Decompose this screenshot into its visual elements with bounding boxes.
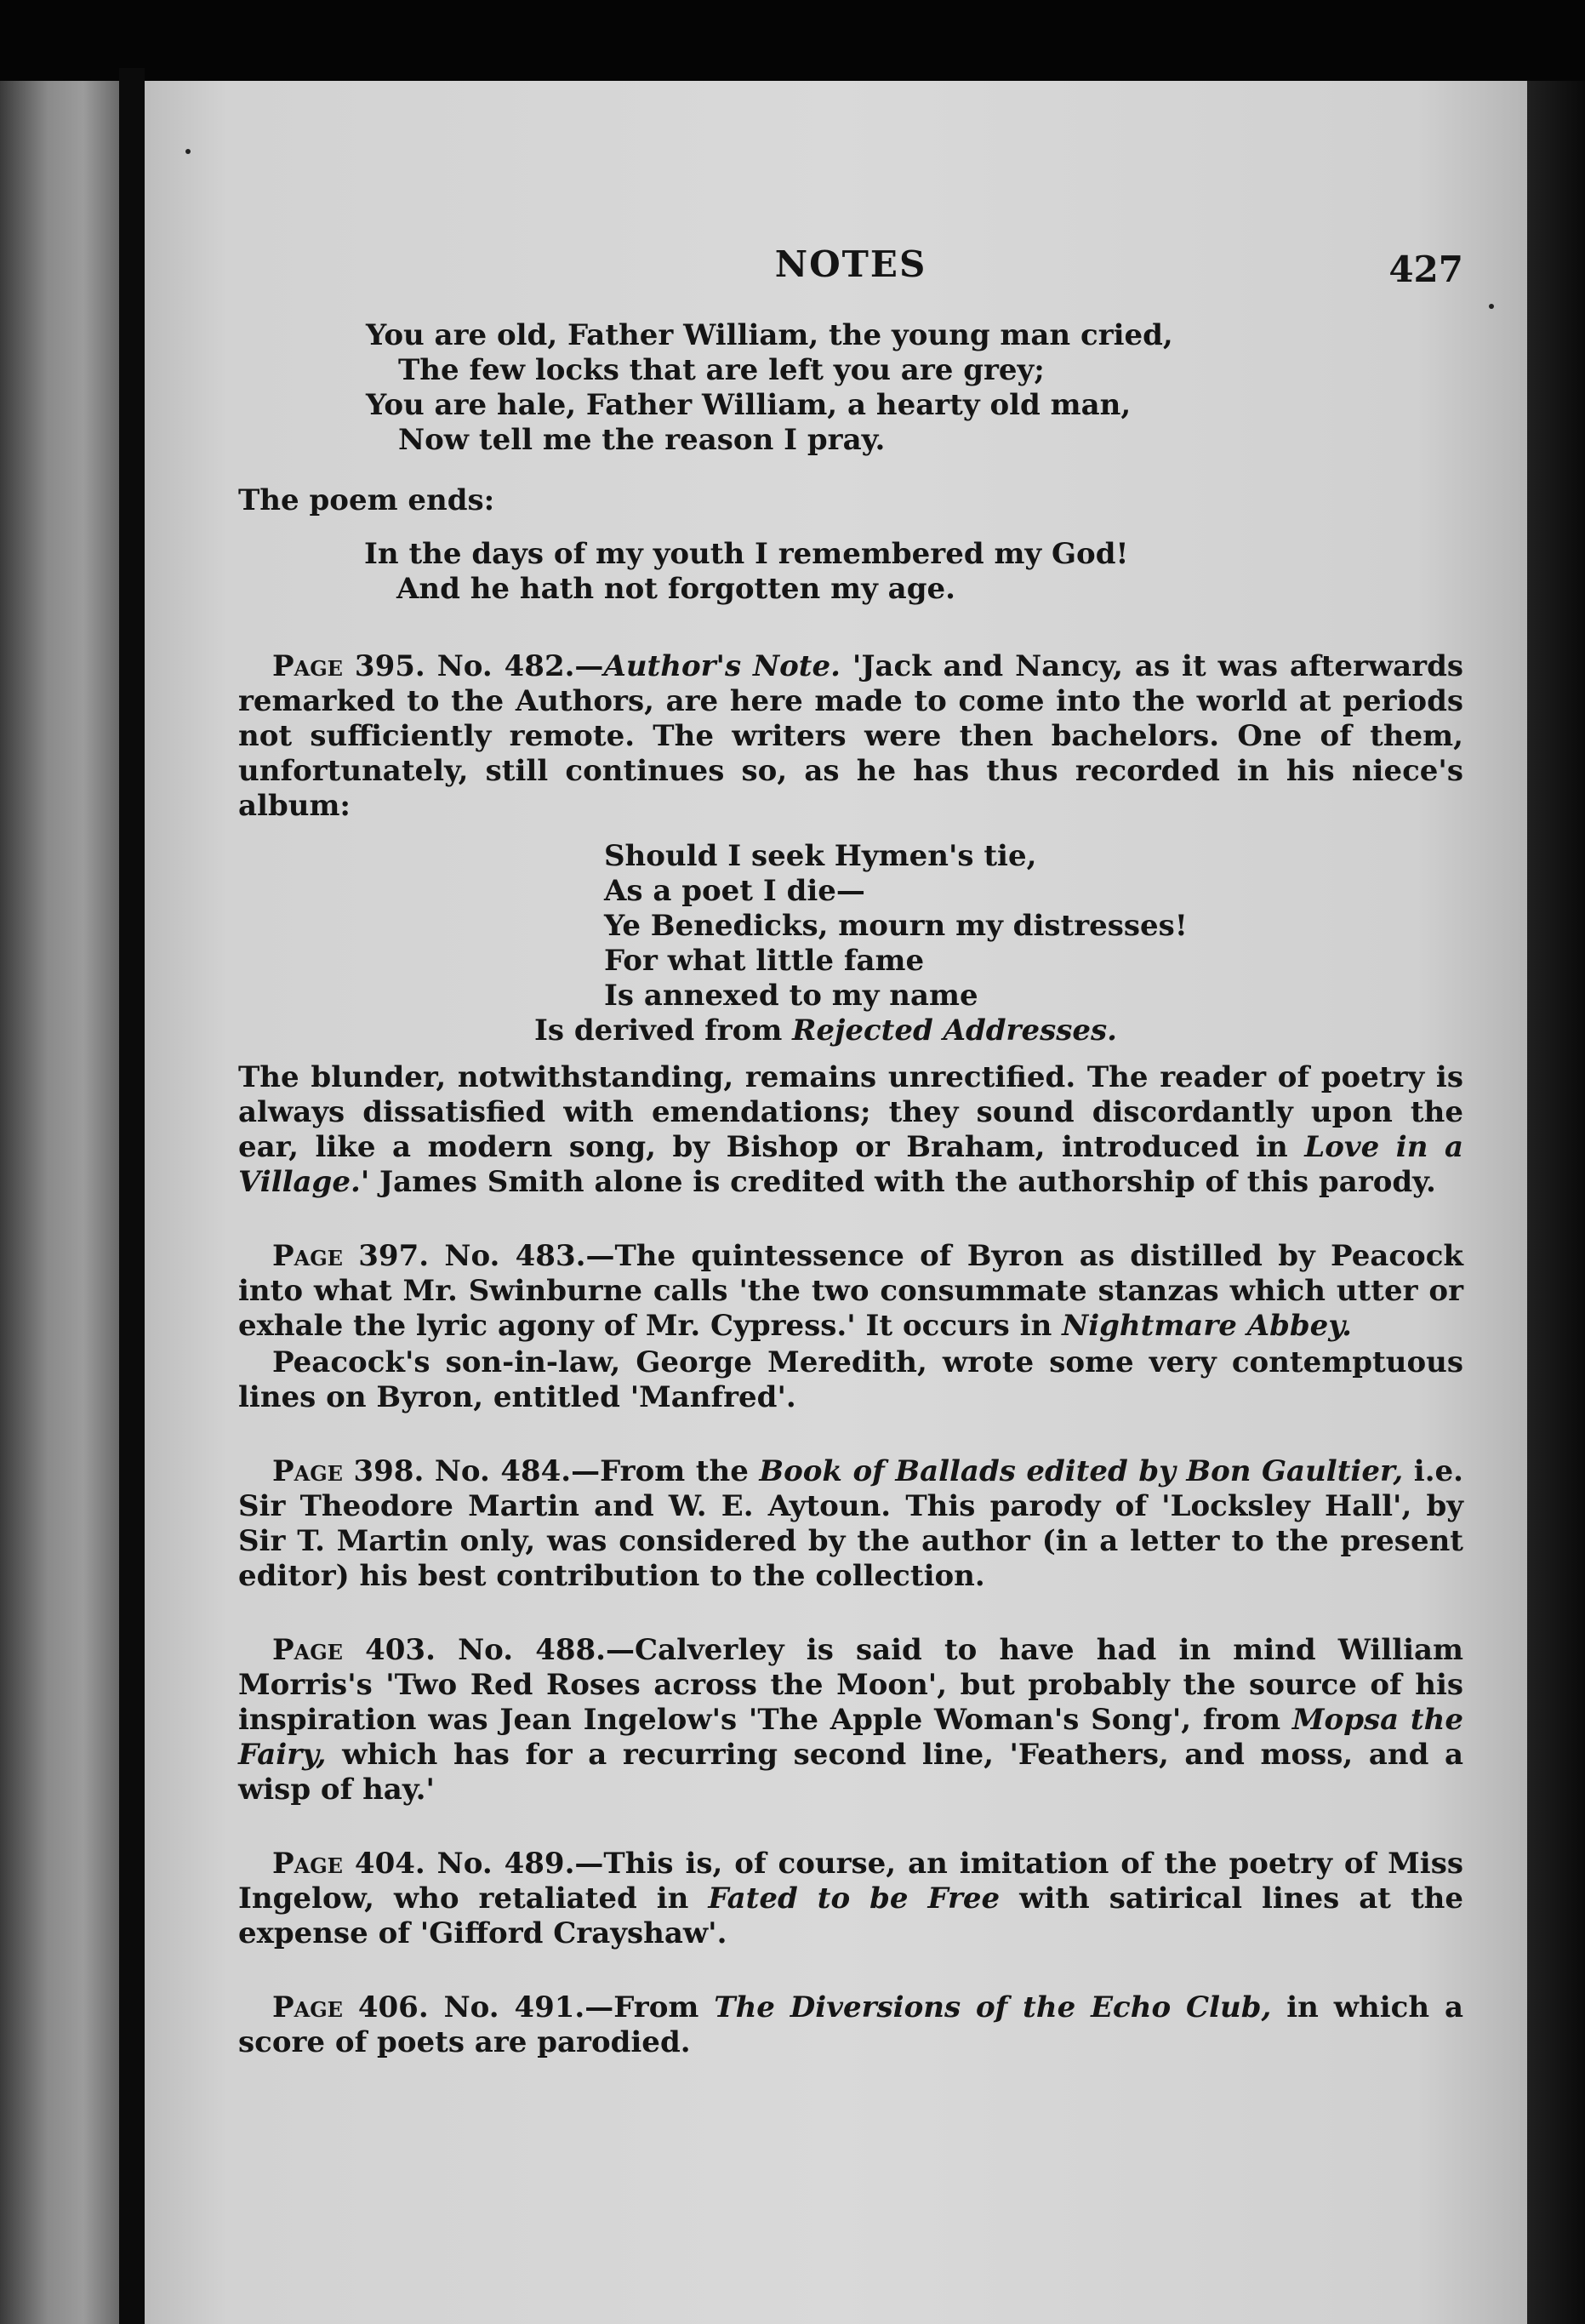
- verse-line: Is annexed to my name: [604, 979, 978, 1013]
- verse-father-william: [366, 318, 1463, 458]
- verse-line: You are hale, Father William, a hearty old man,: [366, 388, 1132, 422]
- note-text: which has for a recurring second line, 'Feathers, and moss, and a wisp of hay.': [238, 1738, 1463, 1807]
- note-paragraph: Peacock's son-in-law, George Meredith, wrote some very contemptuous lines on Byron, entitled 'Manfred'.: [238, 1345, 1463, 1414]
- verse-line: In the days of my youth I remembered my God!: [364, 537, 1129, 571]
- verse-album: [534, 839, 1463, 1048]
- note-paragraph: [238, 1239, 1463, 1344]
- note-text: No. 488.—Calverley is said to have had in mind William Morris's 'Two Red Roses across the Moon', but probably the source of his inspiration was Jean Ingelow's 'The Apple Woman's Song', from: [238, 1633, 1464, 1737]
- verse-line: As a poet I die—: [604, 874, 865, 908]
- note-page-ref: Page 397.: [272, 1239, 430, 1273]
- note-text: The blunder, notwithstanding, remains unrectified. The reader of poetry is always dissatisfied with emendations; they sound discordantly upon the ear, like a modern song, by Bishop or Braham, introduced in: [238, 1060, 1463, 1164]
- verse-line: Should I seek Hymen's tie,: [604, 839, 1037, 873]
- verse-line: For what little fame: [604, 944, 925, 978]
- poem-ends-intro: The poem ends:: [238, 483, 495, 517]
- verse-poem-ending: [364, 537, 1463, 607]
- note-continuation: [238, 1060, 1463, 1200]
- note-italic: Love in a Village.: [238, 1130, 1463, 1199]
- note-page-397: [238, 1239, 1463, 1415]
- note-text: in which a score of poets are parodied.: [238, 1990, 1463, 2059]
- verse-line: Ye Benedicks, mourn my distresses!: [604, 909, 1188, 943]
- note-text: i.e. Sir Theodore Martin and W. E. Aytoun. This parody of 'Locksley Hall', by Sir T. Martin only, was considered by the author (in a letter to the present editor) his best contribution to the collection.: [238, 1454, 1464, 1593]
- note-italic: Author's Note.: [603, 649, 841, 683]
- note-page-ref: Page 406.: [272, 1990, 429, 2024]
- note-text: No. 489.—This is, of course, an imitation of the poetry of Miss Ingelow, who retaliated in: [238, 1847, 1464, 1916]
- scan-border: [1527, 81, 1585, 2324]
- note-page-ref: Page 395.: [272, 649, 425, 683]
- running-title: NOTES: [774, 243, 927, 285]
- note-italic: Fated to be Free: [708, 1881, 1001, 1916]
- note-italic: The Diversions of the Echo Club,: [714, 1990, 1272, 2024]
- note-page-395: [238, 649, 1463, 1200]
- note-text: No. 483.—The quintessence of Byron as distilled by Peacock into what Mr. Swinburne calls 'the two consummate stanzas which utter or exhale the lyric agony of Mr. Cypress.' It occurs in: [238, 1239, 1463, 1343]
- book-gutter: [119, 68, 145, 2324]
- adjacent-page-edge: [0, 81, 119, 2324]
- page-number: 427: [1388, 248, 1463, 290]
- note-page-ref: Page 398.: [272, 1454, 425, 1488]
- note-page-398: [238, 1454, 1463, 1594]
- page-content: [238, 243, 1464, 2060]
- note-page-406: [238, 1990, 1463, 2060]
- note-italic: Nightmare Abbey.: [1062, 1309, 1352, 1343]
- verse-text: Is derived from: [534, 1014, 793, 1048]
- note-page-ref: Page 404.: [272, 1847, 425, 1881]
- verse-line: Now tell me the reason I pray.: [398, 423, 886, 457]
- book-page: [145, 81, 1527, 2324]
- verse-line: [534, 1014, 1463, 1048]
- verse-line: And he hath not forgotten my age.: [396, 572, 955, 606]
- note-text: No. 491.—From: [428, 1990, 715, 2024]
- verse-italic: Rejected Addresses.: [792, 1014, 1117, 1048]
- note-italic: Mopsa the Fairy,: [238, 1703, 1463, 1772]
- note-text: No. 484.—From the: [424, 1454, 760, 1488]
- note-number: No. 482.—: [436, 649, 604, 683]
- note-paragraph: [238, 649, 1463, 824]
- note-page-404: [238, 1847, 1463, 1951]
- note-italic: Book of Ballads edited by Bon Gaultier,: [759, 1454, 1404, 1488]
- note-page-403: [238, 1633, 1463, 1807]
- page-header: [238, 243, 1463, 318]
- verse-line: You are old, Father William, the young man cried,: [366, 318, 1173, 352]
- note-text: with satirical lines at the expense of 'Gifford Crayshaw'.: [238, 1881, 1464, 1950]
- verse-line: The few locks that are left you are grey;: [398, 353, 1045, 387]
- note-page-ref: Page 403.: [272, 1633, 436, 1667]
- scan-speck: [185, 149, 191, 154]
- scan-speck: [1489, 304, 1494, 309]
- note-text: ' James Smith alone is credited with the authorship of this parody.: [360, 1165, 1436, 1199]
- note-text: 'Jack and Nancy, as it was afterwards remarked to the Authors, are here made to come into the world at periods not sufficiently remote. The writers were then bachelors. One of them, unfortunately, still continues so, as he has thus recorded in his niece's album:: [238, 649, 1464, 823]
